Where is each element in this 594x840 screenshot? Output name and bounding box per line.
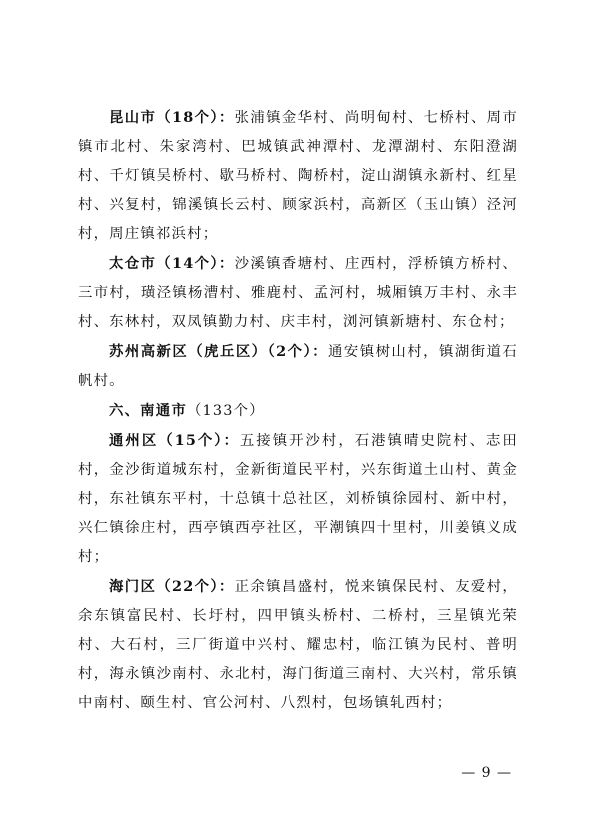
entry-body: 张浦镇金华村、尚明甸村、七桥村、周市镇市北村、朱家湾村、巴城镇武神潭村、龙潭湖村、东阳澄湖村、千灯镇吴桥村、歇马桥村、陶桥村，淀山湖镇永新村、红星村、兴复村，锦溪镇长云村、顾家浜村，高新区（玉山镇）泾河村，周庄镇祁浜村；: [78, 110, 518, 242]
entry-body: 沙溪镇香塘村、庄西村，浮桥镇方桥村、三市村，璜泾镇杨漕村、雅鹿村、孟河村，城厢镇万丰村、永丰村、东林村，双凤镇勤力村、庆丰村，浏河镇新塘村、东仓村；: [78, 256, 518, 330]
entry-haimen: [78, 572, 518, 718]
page-number: — 9 —: [461, 765, 512, 781]
entry-body: 五接镇开沙村，石港镇晴史院村、志田村，金沙街道城东村，金新街道民平村，兴东街道土山村、黄金村，东社镇东平村，十总镇十总社区，刘桥镇徐园村、新中村，兴仁镇徐庄村，西亭镇西亭社区，平潮镇四十里村，川姜镇义成村；: [78, 433, 518, 565]
entry-taicang: [78, 249, 518, 337]
entry-heading: 通州区（15个）：: [109, 432, 240, 449]
section-count: （133个）: [186, 403, 265, 419]
entry-heading: 太仓市（14个）：: [109, 255, 235, 272]
entry-kunshan: [78, 103, 518, 249]
entry-tongzhou: [78, 426, 518, 572]
entry-body: 通安镇树山村，镇湖街道石帆村。: [78, 344, 518, 389]
entry-body: 正余镇昌盛村，悦来镇保民村、友爱村，余东镇富民村、长圩村，四甲镇头桥村、二桥村，三星镇光荣村、大石村，三厂街道中兴村、耀忠村，临江镇为民村、普明村，海永镇沙南村、永北村，海门街道三南村、大兴村，常乐镇中南村、颐生村、官公河村、八烈村，包场镇轧西村；: [78, 579, 518, 711]
entry-heading: 苏州高新区（虎丘区）（2个）：: [109, 343, 329, 360]
document-body: [78, 103, 518, 718]
entry-heading: 海门区（22个）：: [109, 578, 235, 595]
section-heading-nantong: [78, 396, 518, 426]
entry-suzhou-hi-tech: [78, 337, 518, 396]
entry-heading: 昆山市（18个）：: [109, 109, 235, 126]
section-title: 六、南通市: [109, 402, 187, 419]
